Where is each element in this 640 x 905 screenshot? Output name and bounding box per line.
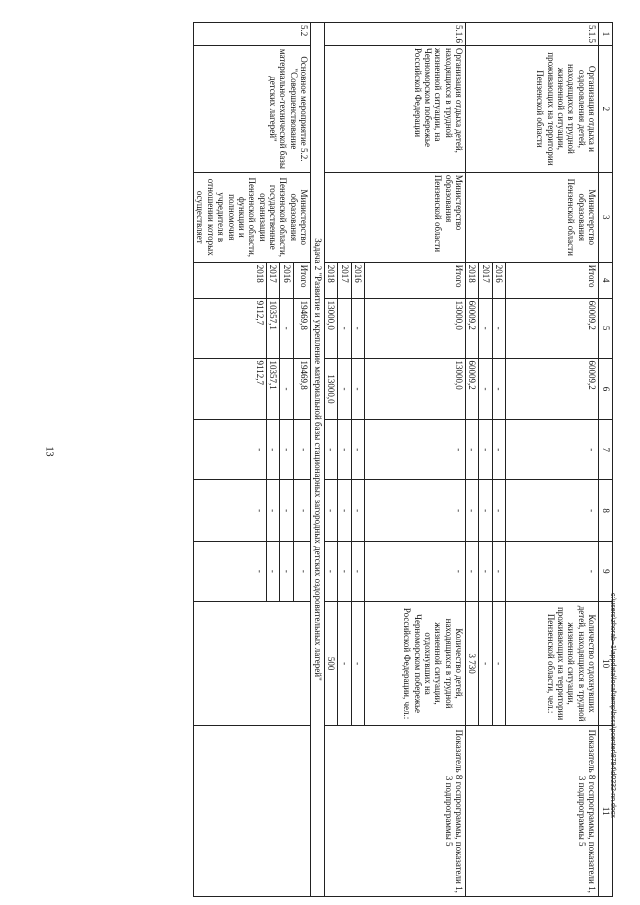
header-cell: 6 bbox=[599, 358, 613, 420]
table-row bbox=[293, 23, 310, 897]
value-cell: - bbox=[194, 541, 267, 601]
value-cell: - bbox=[351, 358, 364, 420]
reference-cell bbox=[194, 726, 311, 897]
value-cell: 13000,0 bbox=[324, 298, 337, 358]
value-cell: - bbox=[194, 420, 267, 480]
value-cell: - bbox=[351, 480, 364, 542]
value-cell: - bbox=[465, 480, 478, 542]
value-cell: - bbox=[293, 480, 310, 542]
value-cell: 500 bbox=[324, 601, 337, 726]
value-cell: - bbox=[280, 298, 293, 358]
value-cell: - bbox=[351, 420, 364, 480]
header-cell: 8 bbox=[599, 480, 613, 542]
activity-name: Организация отдыха и оздоровления детей, находящихся в трудной жизненной ситуации, проживающих на территории Пензенской области bbox=[465, 46, 598, 173]
row-number: 5.1.6 bbox=[324, 23, 465, 46]
year-cell: Итого bbox=[364, 262, 465, 298]
value-cell: - bbox=[492, 358, 505, 420]
value-cell: - bbox=[351, 541, 364, 601]
value-cell: 60009,2 bbox=[465, 358, 478, 420]
row-number: 5.1.5 bbox=[465, 23, 598, 46]
header-cell: 5 bbox=[599, 298, 613, 358]
year-cell: 2017 bbox=[479, 262, 492, 298]
value-cell: - bbox=[479, 541, 492, 601]
program-table bbox=[193, 22, 613, 897]
value-cell: - bbox=[338, 541, 351, 601]
value-cell: - bbox=[465, 420, 478, 480]
value-cell: - bbox=[351, 601, 364, 726]
year-cell: Итого bbox=[293, 262, 310, 298]
value-cell: 60009,2 bbox=[465, 298, 478, 358]
year-cell: 2017 bbox=[338, 262, 351, 298]
indicator-cell: Количество детей, находящихся в трудной жизненной ситуации, отдохнувших на Черноморском побережье Российской Федерации, чел.: bbox=[364, 601, 465, 726]
value-cell: 9112,7 bbox=[194, 358, 267, 420]
activity-name: Организация отдыха детей, находящихся в трудной жизненной ситуации, на Черноморском побережье Российской Федерации bbox=[324, 46, 465, 173]
executor: Министерство образования Пензенской области bbox=[465, 172, 598, 262]
value-cell: - bbox=[324, 480, 337, 542]
page-number: 13 bbox=[43, 446, 55, 457]
value-cell: - bbox=[267, 480, 280, 542]
value-cell: - bbox=[364, 480, 465, 542]
footer-file-path: c:\users\zhorab~1\appdata\local\temp\bssa\pcenter\8794\d0232-nn.docx bbox=[609, 593, 616, 818]
value-cell: - bbox=[479, 298, 492, 358]
value-cell: - bbox=[338, 480, 351, 542]
value-cell: - bbox=[479, 480, 492, 542]
value-cell: 9112,7 bbox=[194, 298, 267, 358]
value-cell: - bbox=[194, 480, 267, 542]
executor: Министерство образования Пензенской области bbox=[324, 172, 465, 262]
value-cell: - bbox=[324, 541, 337, 601]
value-cell: 3 730 bbox=[465, 601, 478, 726]
header-cell: 4 bbox=[599, 262, 613, 298]
value-cell: - bbox=[506, 541, 599, 601]
header-cell: 2 bbox=[599, 46, 613, 173]
value-cell: - bbox=[338, 358, 351, 420]
value-cell: - bbox=[324, 420, 337, 480]
year-cell: 2016 bbox=[492, 262, 505, 298]
value-cell: - bbox=[492, 298, 505, 358]
header-cell: 7 bbox=[599, 420, 613, 480]
header-cell: 9 bbox=[599, 541, 613, 601]
value-cell: - bbox=[479, 358, 492, 420]
indicator-cell bbox=[194, 601, 311, 726]
value-cell: 10357,1 bbox=[267, 298, 280, 358]
value-cell: - bbox=[280, 420, 293, 480]
year-cell: 2018 bbox=[194, 262, 267, 298]
indicator-cell: Количество отдохнувших детей, находящихся в трудной жизненной ситуации, проживающих на территории Пензенской области, чел.: bbox=[506, 601, 599, 726]
value-cell: - bbox=[338, 298, 351, 358]
value-cell: - bbox=[338, 601, 351, 726]
landscape-table-wrapper bbox=[93, 22, 613, 897]
header-cell: 10 bbox=[599, 601, 613, 726]
value-cell: - bbox=[351, 298, 364, 358]
value-cell: - bbox=[293, 420, 310, 480]
value-cell: - bbox=[280, 480, 293, 542]
reference-cell: Показатель 8 госпрограммы, показатели 1, 3 подпрограммы 5 bbox=[465, 726, 598, 897]
value-cell: - bbox=[479, 420, 492, 480]
value-cell: - bbox=[492, 601, 505, 726]
reference-cell: Показатель 8 госпрограммы, показатели 1, 3 подпрограммы 5 bbox=[324, 726, 465, 897]
value-cell: 19469,8 bbox=[293, 298, 310, 358]
header-cell: 1 bbox=[599, 23, 613, 46]
task-row bbox=[310, 23, 324, 897]
value-cell: - bbox=[338, 420, 351, 480]
year-cell: 2016 bbox=[351, 262, 364, 298]
value-cell: - bbox=[506, 420, 599, 480]
year-cell: 2018 bbox=[465, 262, 478, 298]
value-cell: 13000,0 bbox=[324, 358, 337, 420]
value-cell: 13000,0 bbox=[364, 358, 465, 420]
value-cell: - bbox=[267, 541, 280, 601]
value-cell: - bbox=[465, 541, 478, 601]
value-cell: - bbox=[364, 541, 465, 601]
value-cell: - bbox=[280, 541, 293, 601]
value-cell: - bbox=[492, 420, 505, 480]
header-cell: 11 bbox=[599, 726, 613, 897]
value-cell: 60009,2 bbox=[506, 358, 599, 420]
value-cell: - bbox=[280, 358, 293, 420]
table-row bbox=[364, 23, 465, 897]
row-number: 5.2 bbox=[194, 23, 311, 46]
executor: Министерство образования Пензенской области, государственные организации Пензенской области, функции и полномочия учредителя в отношении которых осуществляет bbox=[194, 172, 311, 262]
value-cell: - bbox=[267, 420, 280, 480]
year-cell: 2018 bbox=[324, 262, 337, 298]
table-row bbox=[506, 23, 599, 897]
value-cell: - bbox=[492, 541, 505, 601]
value-cell: 19469,8 bbox=[293, 358, 310, 420]
value-cell: - bbox=[293, 541, 310, 601]
header-cell: 3 bbox=[599, 172, 613, 262]
task-heading: Задача 2 "Развитие и укрепление материальной базы стационарных загородных детских оздоровительных лагерей" bbox=[310, 23, 324, 897]
year-cell: 2017 bbox=[267, 262, 280, 298]
value-cell: - bbox=[479, 601, 492, 726]
value-cell: 13000,0 bbox=[364, 298, 465, 358]
year-cell: Итого bbox=[506, 262, 599, 298]
value-cell: 10357,1 bbox=[267, 358, 280, 420]
value-cell: 60009,2 bbox=[506, 298, 599, 358]
value-cell: - bbox=[506, 480, 599, 542]
value-cell: - bbox=[492, 480, 505, 542]
value-cell: - bbox=[364, 420, 465, 480]
activity-name: Основное мероприятие 5.2. "Совершенствование материально-технической базы детских лагерей" bbox=[194, 46, 311, 173]
year-cell: 2016 bbox=[280, 262, 293, 298]
